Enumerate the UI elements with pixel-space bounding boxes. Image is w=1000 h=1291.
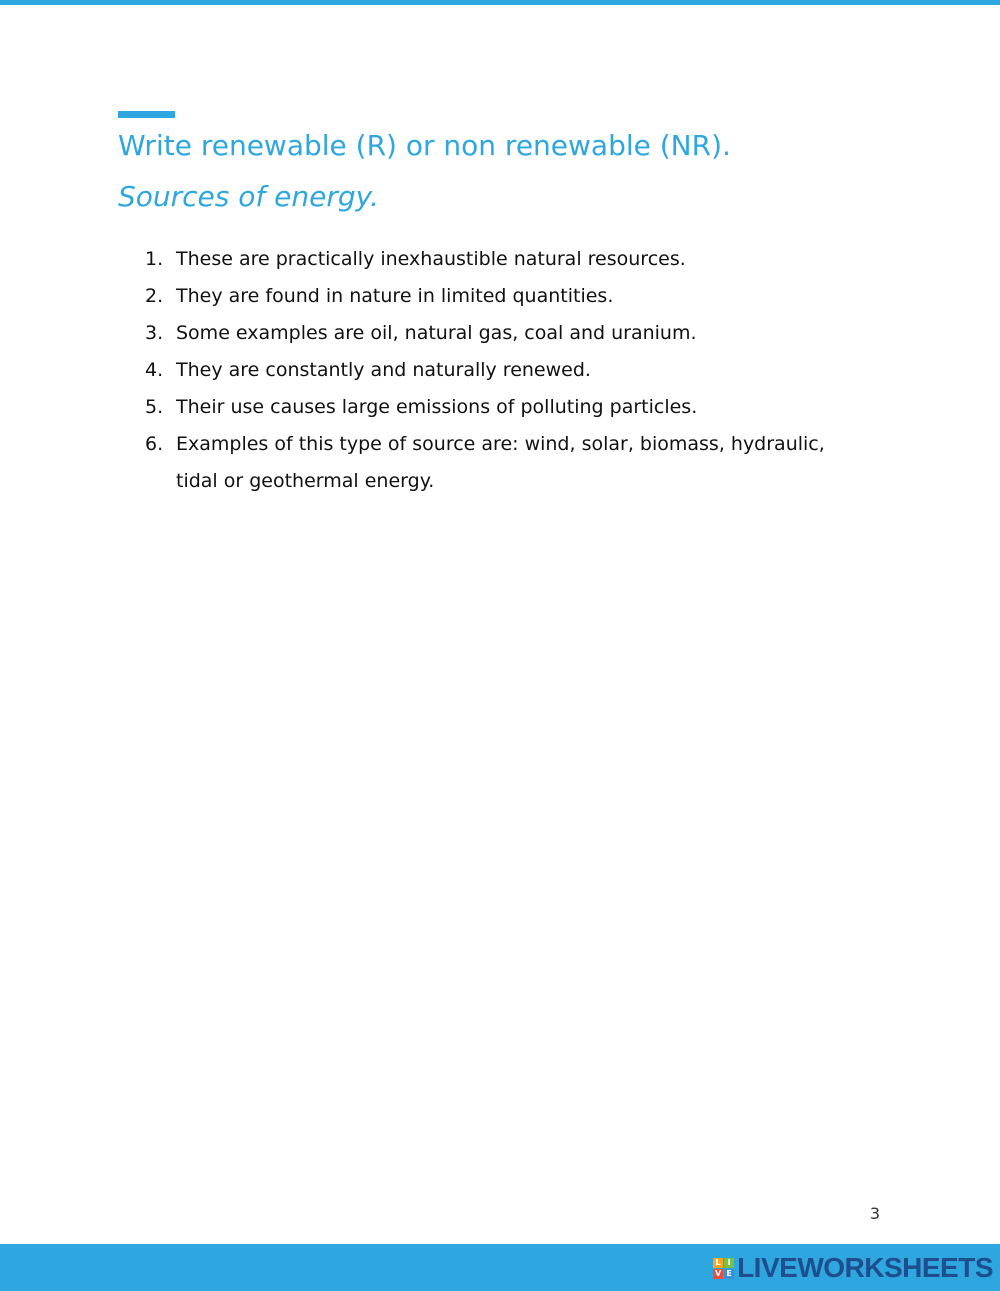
item-text: They are found in nature in limited quantities. bbox=[176, 285, 614, 307]
logo-square-v: V bbox=[714, 1268, 722, 1278]
liveworksheets-logo[interactable] bbox=[713, 1253, 993, 1283]
list-item bbox=[145, 315, 865, 352]
item-number: 6. bbox=[145, 433, 164, 455]
item-text: These are practically inexhaustible natural resources. bbox=[176, 248, 686, 270]
list-item bbox=[145, 352, 865, 389]
item-text: They are constantly and naturally renewed. bbox=[176, 359, 591, 381]
worksheet-subtitle: Sources of energy. bbox=[118, 180, 379, 213]
logo-square-e: E bbox=[724, 1269, 734, 1279]
logo-square-i: I bbox=[724, 1258, 734, 1268]
page-number: 3 bbox=[869, 1204, 881, 1223]
item-text: Examples of this type of source are: wind, solar, biomass, hydraulic, tidal or geothermal energy. bbox=[176, 433, 825, 492]
item-number: 5. bbox=[145, 396, 164, 418]
list-item bbox=[145, 426, 865, 500]
brand-name: LIVEWORKSHEETS bbox=[737, 1252, 993, 1283]
item-text: Their use causes large emissions of polluting particles. bbox=[176, 396, 698, 418]
item-number: 2. bbox=[145, 285, 164, 307]
item-number: 1. bbox=[145, 248, 164, 270]
item-number: 3. bbox=[145, 322, 164, 344]
item-text: Some examples are oil, natural gas, coal and uranium. bbox=[176, 322, 697, 344]
worksheet-title: Write renewable (R) or non renewable (NR). bbox=[118, 129, 731, 162]
title-accent-bar bbox=[118, 111, 175, 118]
logo-square-l: L bbox=[713, 1258, 723, 1268]
statement-list bbox=[145, 241, 865, 500]
top-rule bbox=[0, 0, 1000, 5]
live-squares-icon bbox=[713, 1258, 734, 1279]
list-item bbox=[145, 278, 865, 315]
footer-band bbox=[0, 1244, 1000, 1291]
item-number: 4. bbox=[145, 359, 164, 381]
list-item bbox=[145, 389, 865, 426]
list-item bbox=[145, 241, 865, 278]
